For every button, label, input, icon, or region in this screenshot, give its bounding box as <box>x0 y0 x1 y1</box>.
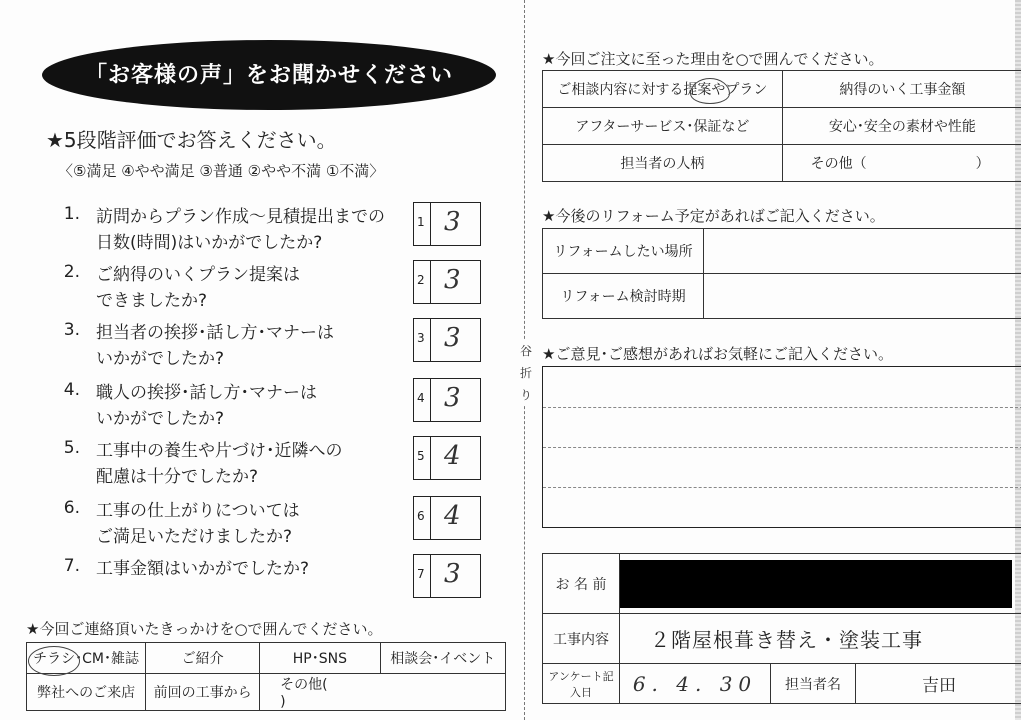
score-answer: 3 <box>444 383 461 413</box>
score-box-divider <box>430 437 431 479</box>
score-box-number: 3 <box>417 331 425 345</box>
score-answer: 3 <box>444 265 461 295</box>
score-box-number: 4 <box>417 391 425 405</box>
contact-table <box>26 642 506 711</box>
score-box[interactable] <box>413 554 481 598</box>
score-box-divider <box>430 497 431 539</box>
score-box[interactable] <box>413 496 481 540</box>
question-text <box>96 556 309 582</box>
info-table <box>542 553 1021 704</box>
score-answer: 4 <box>444 501 461 531</box>
date-value: 6. 4. 30 <box>632 671 758 696</box>
score-answer: 3 <box>444 323 461 353</box>
reason-price[interactable]: 納得のいく工事金額 <box>782 71 1021 108</box>
question-number: 3. <box>63 320 80 340</box>
option-event[interactable]: 相談会･イベント <box>380 643 505 674</box>
score-answer: 4 <box>444 441 461 471</box>
question-number: 4. <box>63 380 80 400</box>
question-text <box>96 380 317 432</box>
reason-material[interactable]: 安心･安全の素材や性能 <box>782 108 1021 145</box>
question-line: 工事金額はいかがでしたか? <box>96 559 310 579</box>
fold-label: 谷 折 り <box>519 340 533 406</box>
option-store-visit[interactable]: 弊社へのご来店 <box>27 674 146 711</box>
contact-heading: ★今回ご連絡頂いたきっかけを○で囲んでください。 <box>26 620 383 638</box>
reason-staff[interactable]: 担当者の人柄 <box>543 145 783 182</box>
date-label: アンケート記入日 <box>543 664 620 704</box>
question-number: 7. <box>63 556 80 576</box>
score-box-divider <box>430 319 431 361</box>
question-line: できましたか? <box>96 291 208 311</box>
reform-heading: ★今後のリフォーム予定があればご記入ください。 <box>542 207 885 225</box>
score-box-divider <box>430 555 431 597</box>
comment-rule <box>543 407 1021 408</box>
score-box[interactable] <box>413 378 481 422</box>
name-field[interactable] <box>620 554 1021 614</box>
option-referral[interactable]: ご紹介 <box>146 643 260 674</box>
question-line: 職人の挨拶･話し方･マナーは <box>96 383 317 403</box>
rating-scale: 〈⑤満足 ④やや満足 ③普通 ②やや不満 ①不満〉 <box>58 162 385 180</box>
question-line: 訪問からプラン作成～見積提出までの <box>96 207 385 227</box>
rating-heading: ★5段階評価でお答えください。 <box>46 128 337 152</box>
page-title: 「お客様の声」をお聞かせください <box>84 63 453 88</box>
date-field[interactable] <box>620 664 771 704</box>
reason-heading: ★今回ご注文に至った理由を○で囲んでください。 <box>542 50 884 68</box>
option-other-close: ) <box>280 694 286 710</box>
score-box[interactable] <box>413 318 481 362</box>
handwritten-circle-flyer <box>28 646 80 676</box>
reason-other-close: ） <box>975 156 990 172</box>
score-answer: 3 <box>444 207 461 237</box>
question-line: 日数(時間)はいかがでしたか? <box>96 233 323 253</box>
name-label: お 名 前 <box>543 554 620 614</box>
score-box-number: 1 <box>417 215 425 229</box>
question-line: いかがでしたか? <box>96 409 225 429</box>
comment-rule <box>543 487 1021 488</box>
staff-value[interactable]: 吉田 <box>856 664 1021 704</box>
staff-label: 担当者名 <box>771 664 856 704</box>
score-box-number: 6 <box>417 509 425 523</box>
question-text <box>96 438 343 490</box>
score-box-number: 7 <box>417 567 425 581</box>
score-box-number: 2 <box>417 273 425 287</box>
work-label: 工事内容 <box>543 614 620 664</box>
reform-place-field[interactable] <box>704 229 1021 274</box>
question-line: 工事中の養生や片づけ･近隣への <box>96 441 343 461</box>
score-box-number: 5 <box>417 449 425 463</box>
question-line: 配慮は十分でしたか? <box>96 467 259 487</box>
question-line: ご満足いただけましたか? <box>96 527 293 547</box>
question-line: 工事の仕上がりについては <box>96 501 300 521</box>
question-number: 1. <box>63 204 80 224</box>
option-hp-sns[interactable]: HP･SNS <box>260 643 380 674</box>
score-box-divider <box>430 203 431 245</box>
score-box-divider <box>430 379 431 421</box>
score-box[interactable] <box>413 202 481 246</box>
reform-place-label: リフォームしたい場所 <box>543 229 704 274</box>
score-box[interactable] <box>413 260 481 304</box>
score-answer: 3 <box>444 559 461 589</box>
question-number: 5. <box>63 438 80 458</box>
handwritten-circle-proposal <box>690 78 730 104</box>
score-box-divider <box>430 261 431 303</box>
question-line: 担当者の挨拶･話し方･マナーは <box>96 323 334 343</box>
redaction-bar <box>620 560 1012 608</box>
option-flyer[interactable]: チラシ･CM･雑誌 <box>27 643 146 674</box>
option-other-label: その他( <box>280 677 328 693</box>
question-text <box>96 498 300 550</box>
reform-time-field[interactable] <box>704 274 1021 319</box>
reason-table <box>542 70 1021 182</box>
reform-time-label: リフォーム検討時期 <box>543 274 704 319</box>
work-value[interactable]: ２階屋根葺き替え・塗装工事 <box>620 614 1021 664</box>
option-previous-work[interactable]: 前回の工事から <box>146 674 260 711</box>
comments-field[interactable] <box>542 366 1021 528</box>
reform-table <box>542 228 1021 319</box>
score-box[interactable] <box>413 436 481 480</box>
question-line: いかがでしたか? <box>96 349 225 369</box>
reason-other-label: その他（ <box>810 156 867 172</box>
question-number: 2. <box>63 262 80 282</box>
question-number: 6. <box>63 498 80 518</box>
reason-other[interactable] <box>782 145 1021 182</box>
question-line: ご納得のいくプラン提案は <box>96 265 300 285</box>
question-text <box>96 320 334 372</box>
comments-heading: ★ご意見･ご感想があればお気軽にご記入ください。 <box>542 345 893 363</box>
question-text <box>96 262 300 314</box>
reason-after-service[interactable]: アフターサービス･保証など <box>543 108 783 145</box>
question-text <box>96 204 385 256</box>
option-other[interactable] <box>260 674 506 711</box>
reason-proposal[interactable]: ご相談内容に対する提案やプラン <box>543 71 783 108</box>
comment-rule <box>543 447 1021 448</box>
